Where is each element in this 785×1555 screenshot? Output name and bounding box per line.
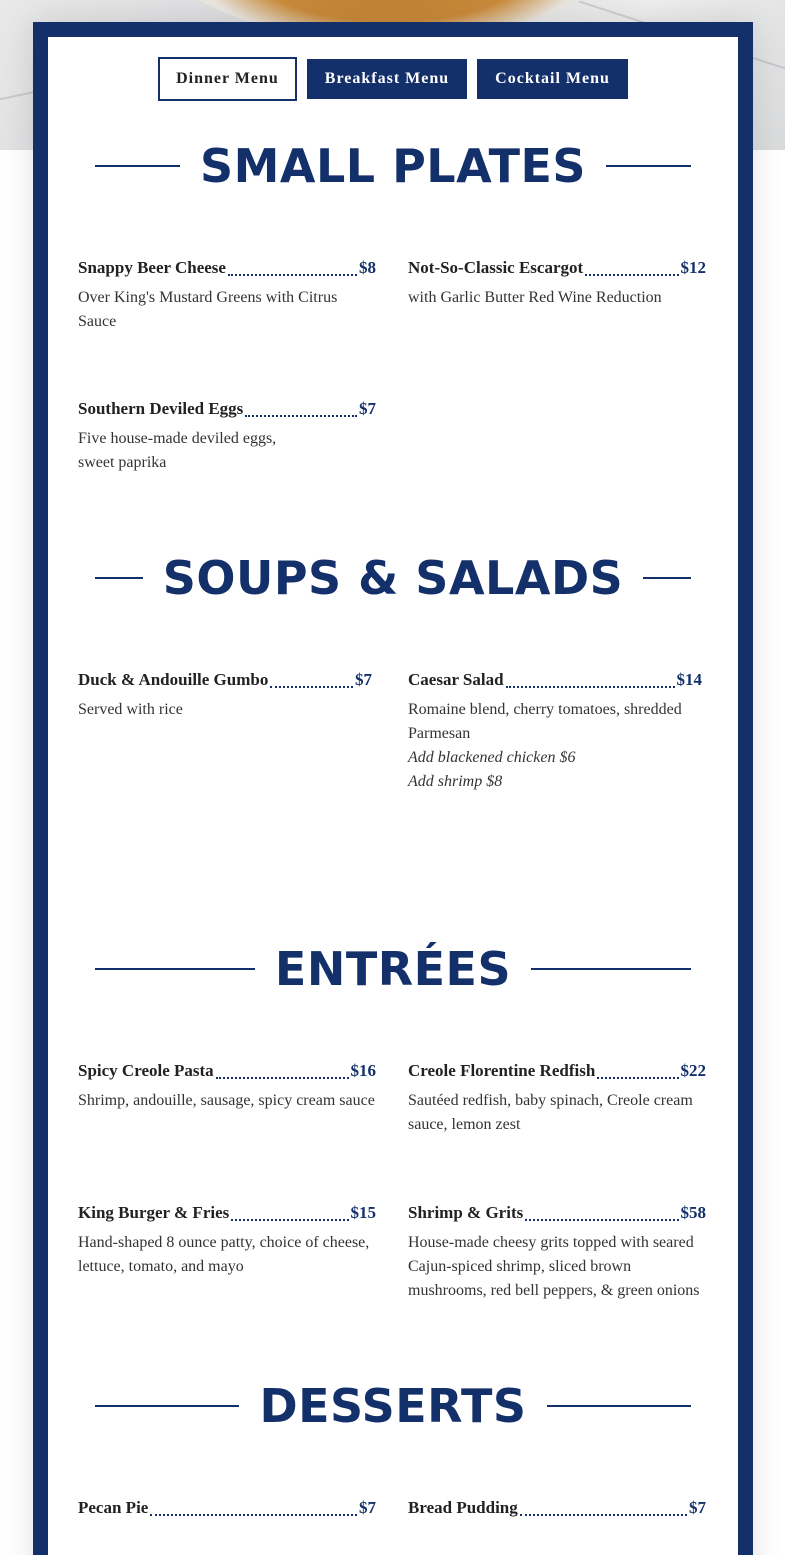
item-description-line: Five house-made deviled eggs, [78, 430, 277, 447]
dot-leader [270, 678, 353, 688]
item-price: $14 [676, 670, 702, 689]
item-price: $12 [680, 258, 706, 277]
heading-rule [95, 165, 180, 167]
item-name: Bread Pudding [408, 1498, 518, 1517]
item-name: Southern Deviled Eggs [78, 399, 244, 418]
item-name: Duck & Andouille Gumbo [78, 670, 269, 689]
section-title: ENTRÉES [274, 942, 512, 996]
dot-leader [216, 1069, 349, 1079]
dot-leader [525, 1211, 678, 1221]
item-price: $16 [350, 1061, 376, 1080]
item-description-line: sweet paprika [78, 454, 167, 471]
menu-item [408, 668, 702, 794]
item-name: Snappy Beer Cheese [78, 258, 226, 277]
heading-rule [643, 577, 691, 579]
menu-item [408, 256, 706, 310]
item-name: Creole Florentine Redfish [408, 1061, 596, 1080]
dot-leader [150, 1506, 357, 1516]
heading-rule [95, 577, 143, 579]
item-description: House-made cheesy grits topped with seared Cajun-spiced shrimp, sliced brown mushrooms, red bell peppers, & green onions [408, 1234, 700, 1299]
menu-item [78, 256, 376, 334]
item-description [78, 427, 376, 475]
item-addon: Add blackened chicken $6 [408, 749, 576, 766]
item-description: with Garlic Butter Red Wine Reduction [408, 289, 662, 306]
dot-leader [245, 407, 357, 417]
heading-rule [531, 968, 691, 970]
item-name: Caesar Salad [408, 670, 504, 689]
item-description: Hand-shaped 8 ounce patty, choice of cheese, lettuce, tomato, and mayo [78, 1234, 370, 1275]
heading-rule [547, 1405, 691, 1407]
tab-breakfast-menu[interactable]: Breakfast Menu [307, 59, 467, 99]
menu-item [78, 668, 372, 722]
tab-dinner-menu[interactable]: Dinner Menu [158, 57, 297, 101]
item-description: Served with rice [78, 701, 183, 718]
item-price: $7 [359, 399, 376, 418]
heading-rule [95, 968, 255, 970]
menu-card [33, 22, 753, 1555]
dot-leader [506, 678, 675, 688]
item-name: Spicy Creole Pasta [78, 1061, 214, 1080]
section-heading-desserts [95, 1376, 691, 1436]
item-name: Shrimp & Grits [408, 1203, 524, 1222]
menu-item [78, 1201, 376, 1279]
section-heading-entrees [95, 939, 691, 999]
heading-rule [95, 1405, 239, 1407]
menu-item [408, 1201, 706, 1303]
dot-leader [597, 1069, 678, 1079]
section-heading-soups-salads [95, 548, 691, 608]
menu-item [78, 397, 376, 475]
section-title: SOUPS & SALADS [162, 551, 624, 605]
dot-leader [231, 1211, 348, 1221]
menu-item [408, 1496, 706, 1518]
item-price: $15 [350, 1203, 376, 1222]
item-name: King Burger & Fries [78, 1203, 230, 1222]
section-title: DESSERTS [259, 1379, 527, 1433]
menu-item [78, 1059, 376, 1113]
item-price: $7 [355, 670, 372, 689]
item-price: $7 [689, 1498, 706, 1517]
heading-rule [606, 165, 691, 167]
item-description: Shrimp, andouille, sausage, spicy cream sauce [78, 1092, 375, 1109]
menu-item [78, 1496, 376, 1518]
tab-cocktail-menu[interactable]: Cocktail Menu [477, 59, 628, 99]
menu-item [408, 1059, 706, 1137]
item-addon: Add shrimp $8 [408, 773, 503, 790]
item-description: Sautéed redfish, baby spinach, Creole cream sauce, lemon zest [408, 1092, 693, 1133]
item-name: Pecan Pie [78, 1498, 149, 1517]
item-price: $58 [680, 1203, 706, 1222]
dot-leader [228, 266, 357, 276]
item-price: $22 [680, 1061, 706, 1080]
item-description: Romaine blend, cherry tomatoes, shredded Parmesan [408, 701, 682, 742]
item-description: Over King's Mustard Greens with Citrus Sauce [78, 289, 338, 330]
item-price: $8 [359, 258, 376, 277]
dot-leader [585, 266, 678, 276]
dot-leader [520, 1506, 687, 1516]
section-heading-small-plates [95, 136, 691, 196]
menu-tabs [48, 57, 738, 101]
item-price: $7 [359, 1498, 376, 1517]
section-title: SMALL PLATES [199, 139, 587, 193]
item-name: Not-So-Classic Escargot [408, 258, 584, 277]
